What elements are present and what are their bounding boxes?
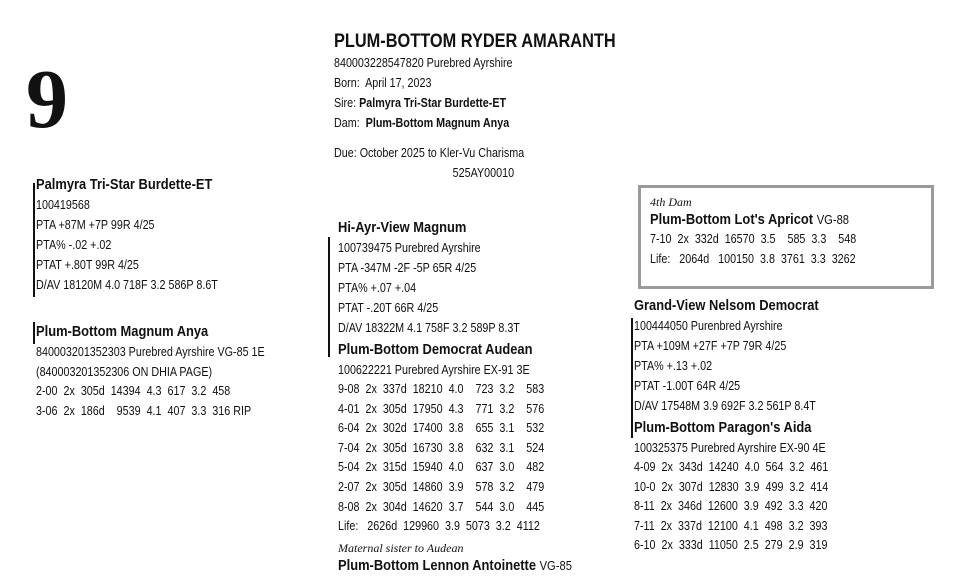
subject-sire: Sire: Palmyra Tri-Star Burdette-ET [334,96,507,110]
dam-alt-reg: (840003201352306 ON DHIA PAGE) [36,365,213,379]
fourth-dam-records: 7-10 2x 332d 16570 3.5 585 3.3 548 Life: 2064d 100150 3.8 3761 3.3 3262 [650,232,857,266]
dams-sire-ptat: PTAT -.20T 66R 4/25 [338,301,439,315]
second-dams-sire-block [634,296,849,416]
sire-bracket [33,183,35,297]
third-dam-name: Plum-Bottom Paragon's Aida [634,419,812,436]
dams-sire-dav: D/AV 18322M 4.1 758F 3.2 589P 8.3T [338,321,520,335]
dam-name: Plum-Bottom Magnum Anya [36,323,209,340]
fourth-dam-name: Plum-Bottom Lot's Apricot VG-88 [650,211,850,228]
second-dam-records: 9-08 2x 337d 18210 4.0 723 3.2 583 4-01 2x 305d 17950 4.3 771 3.2 576 6-04 2x 302d 17400 3.8 655 3.1 532 7-04 2x 305d 16730 3.8 632 3.1 524 5-04 2x 315d 15940 4.0 637 3.0 482 2-07 2x 305d 14860 3.9 578 3.2 479 8-08 2x 304d 14620 3.7 544 3.0 445 Life: 2626d 129960 3.9 5073 3.2 4112 [338,382,545,534]
subject-dam: Dam: Plum-Bottom Magnum Anya [334,116,510,130]
sire-pta-pct: PTA% -.02 +.02 [36,238,112,252]
second-dam-reg: 100622221 Purebred Ayrshire EX-91 3E [338,363,530,377]
dam-reg: 840003201352303 Purebred Ayrshire VG-85 1E [36,345,265,359]
third-dam-reg: 100325375 Purebred Ayrshire EX-90 4E [634,441,826,455]
dam-bracket [33,322,35,344]
sire-name: Palmyra Tri-Star Burdette-ET [36,176,213,193]
second-dams-sire-reg: 100444050 Purenbred Ayrshire [634,319,783,333]
subject-name: PLUM-BOTTOM RYDER AMARANTH [334,31,616,52]
maternal-sister-note: Maternal sister to Audean [338,541,464,555]
dam-records: 2-00 2x 305d 14394 4.3 617 3.2 458 3-06 2x 186d 9539 4.1 407 3.3 316 RIP [36,384,252,418]
second-dams-sire-dav: D/AV 17548M 3.9 692F 3.2 561P 8.4T [634,399,816,413]
dams-sire-pta-pct: PTA% +.07 +.04 [338,281,417,295]
sire-reg: 100419568 [36,198,90,212]
fourth-dam-label: 4th Dam [650,195,692,209]
sire-pta: PTA +87M +7P 99R 4/25 [36,218,155,232]
dams-sire-block [338,218,549,338]
subject-reg: 840003228547820 Purebred Ayrshire [334,56,513,70]
second-dams-sire-pta: PTA +109M +27F +7P 79R 4/25 [634,339,787,353]
second-dam-name: Plum-Bottom Democrat Audean [338,341,533,358]
dams-sire-name: Hi-Ayr-View Magnum [338,219,467,236]
third-dam-records: 4-09 2x 343d 14240 4.0 564 3.2 461 10-0 2x 307d 12830 3.9 499 3.2 414 8-11 2x 346d 12600 3.9 492 3.3 420 7-11 2x 337d 12100 4.1 498 3.2 393 6-10 2x 333d 11050 2.5 279 2.9 319 [634,460,829,553]
second-dam-block [338,340,578,537]
second-dams-sire-pta-pct: PTA% +.13 +.02 [634,359,713,373]
fourth-dam-block [650,195,890,269]
subject-born: Born: April 17, 2023 [334,76,432,90]
subject-due: Due: October 2025 to Kler-Vu Charisma [334,146,525,160]
dam-block [36,322,302,421]
sire-dav: D/AV 18120M 4.0 718F 3.2 586P 8.6T [36,278,218,292]
dams-sire-bracket [328,237,330,357]
lot-number: 9 [26,53,68,146]
second-dams-sire-ptat: PTAT -1.00T 64R 4/25 [634,379,741,393]
second-dams-sire-bracket [631,318,633,438]
sire-block [36,175,247,295]
sire-ptat: PTAT +.80T 99R 4/25 [36,258,139,272]
dams-sire-pta: PTA -347M -2F -5P 65R 4/25 [338,261,477,275]
maternal-sister: Plum-Bottom Lennon Antoinette VG-85 [338,557,572,574]
third-dam-block [634,418,860,556]
second-dams-sire-name: Grand-View Nelsom Democrat [634,297,819,314]
dams-sire-reg: 100739475 Purebred Ayrshire [338,241,481,255]
subject-header [334,31,662,183]
subject-due-code: 525AY00010 [452,166,515,180]
